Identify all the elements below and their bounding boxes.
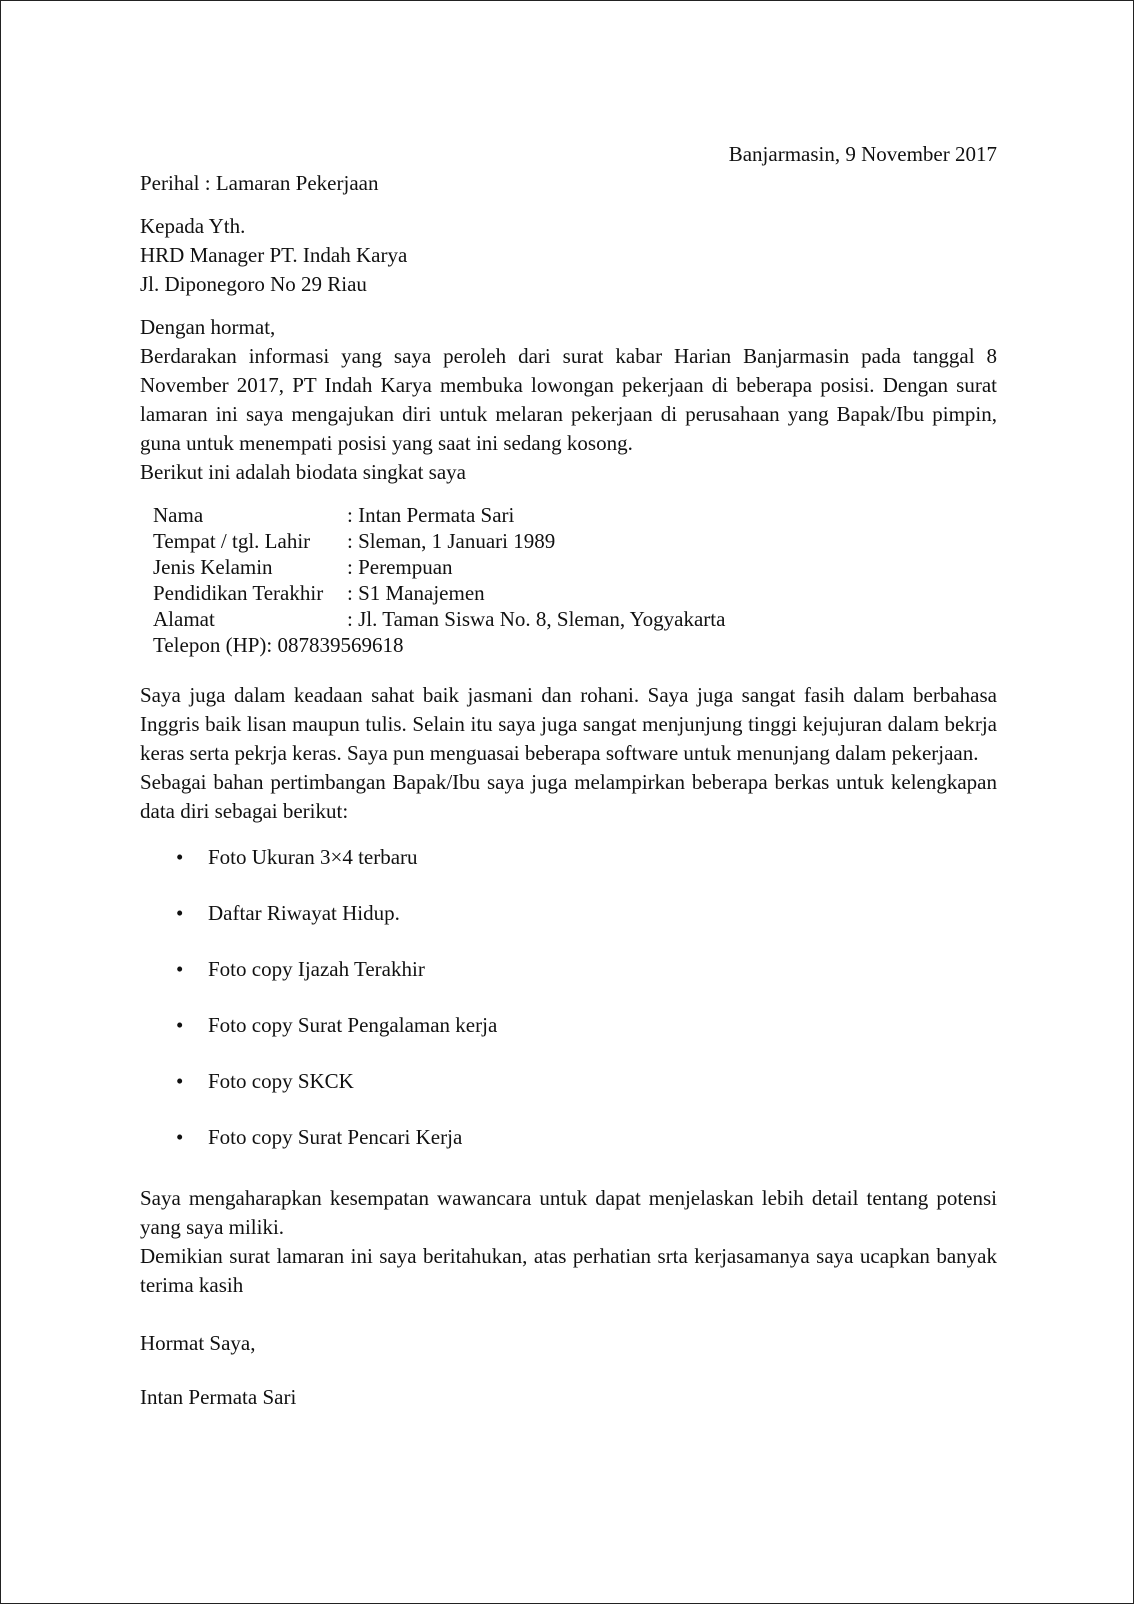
list-item <box>140 843 997 899</box>
biodata-row <box>153 632 725 658</box>
biodata-label: Alamat <box>153 607 215 631</box>
attachment-label: Foto copy Ijazah Terakhir <box>208 957 425 981</box>
biodata-value: : Jl. Taman Siswa No. 8, Sleman, Yogyakarta <box>347 607 726 631</box>
biodata-value: : Perempuan <box>347 555 453 579</box>
bullet-icon: • <box>176 845 184 869</box>
bullet-icon: • <box>176 1069 184 1093</box>
biodata-table <box>153 502 725 658</box>
phone-line: Telepon (HP): 087839569618 <box>153 633 404 657</box>
bullet-icon: • <box>176 1013 184 1037</box>
biodata-label: Pendidikan Terakhir <box>153 581 324 605</box>
attachment-label: Daftar Riwayat Hidup. <box>208 901 400 925</box>
bullet-icon: • <box>176 901 184 925</box>
list-item <box>140 899 997 955</box>
qualification-paragraph: Saya juga dalam keadaan sahat baik jasmani dan rohani. Saya juga sangat fasih dalam berbahasa Inggris baik lisan maupun tulis. Selain itu saya juga sangat menjunjung tinggi kejujuran dalam bekrja keras serta pekrja keras. Saya pun menguasai beberapa software untuk menunjang dalam pekerjaan. <box>140 683 997 765</box>
salutation: Dengan hormat, <box>140 315 276 339</box>
biodata-row <box>153 502 725 528</box>
list-item <box>140 1011 997 1067</box>
attachment-label: Foto copy Surat Pencari Kerja <box>208 1125 463 1149</box>
intro-paragraph: Berdarakan informasi yang saya peroleh dari surat kabar Harian Banjarmasin pada tanggal 8 November 2017, PT Indah Karya membuka lowongan pekerjaan di beberapa posisi. Dengan surat lamaran ini saya mengajukan diri untuk melaran pekerjaan di perusahaan yang Bapak/Ibu pimpin, guna untuk menempati posisi yang saat ini sedang kosong. <box>140 344 997 455</box>
attachment-list <box>140 843 997 1179</box>
list-item <box>140 955 997 1011</box>
subject-line: Perihal : Lamaran Pekerjaan <box>140 171 379 195</box>
regards-line: Hormat Saya, <box>140 1331 256 1355</box>
biodata-row <box>153 554 725 580</box>
interview-paragraph: Saya mengaharapkan kesempatan wawancara untuk dapat menjelaskan lebih detail tentang potensi yang saya miliki. <box>140 1186 997 1239</box>
signature-name: Intan Permata Sari <box>140 1385 297 1409</box>
attachment-label: Foto copy Surat Pengalaman kerja <box>208 1013 498 1037</box>
biodata-row <box>153 528 725 554</box>
bullet-icon: • <box>176 957 184 981</box>
recipient-block <box>140 212 997 299</box>
attachments-intro: Sebagai bahan pertimbangan Bapak/Ibu saya juga melampirkan beberapa berkas untuk kelengkapan data diri sebagai berikut: <box>140 770 997 823</box>
list-item <box>140 1067 997 1123</box>
place-date: Banjarmasin, 9 November 2017 <box>728 142 997 166</box>
list-item <box>140 1123 997 1179</box>
biodata-label: Tempat / tgl. Lahir <box>153 529 311 553</box>
attachment-label: Foto copy SKCK <box>208 1069 354 1093</box>
biodata-value: : Intan Permata Sari <box>347 503 515 527</box>
biodata-intro: Berikut ini adalah biodata singkat saya <box>140 460 466 484</box>
biodata-label: Nama <box>153 503 204 527</box>
letter-body <box>140 140 997 1412</box>
recipient-line: Kepada Yth. <box>140 214 246 238</box>
biodata-row <box>153 606 725 632</box>
closing-paragraph: Demikian surat lamaran ini saya beritahukan, atas perhatian srta kerjasamanya saya ucapkan banyak terima kasih <box>140 1244 997 1297</box>
biodata-value: : Sleman, 1 Januari 1989 <box>347 529 556 553</box>
biodata-row <box>153 580 725 606</box>
bullet-icon: • <box>176 1125 184 1149</box>
biodata-label: Jenis Kelamin <box>153 555 273 579</box>
biodata-value: : S1 Manajemen <box>347 581 485 605</box>
recipient-line: Jl. Diponegoro No 29 Riau <box>140 272 367 296</box>
attachment-label: Foto Ukuran 3×4 terbaru <box>208 845 418 869</box>
recipient-line: HRD Manager PT. Indah Karya <box>140 243 408 267</box>
